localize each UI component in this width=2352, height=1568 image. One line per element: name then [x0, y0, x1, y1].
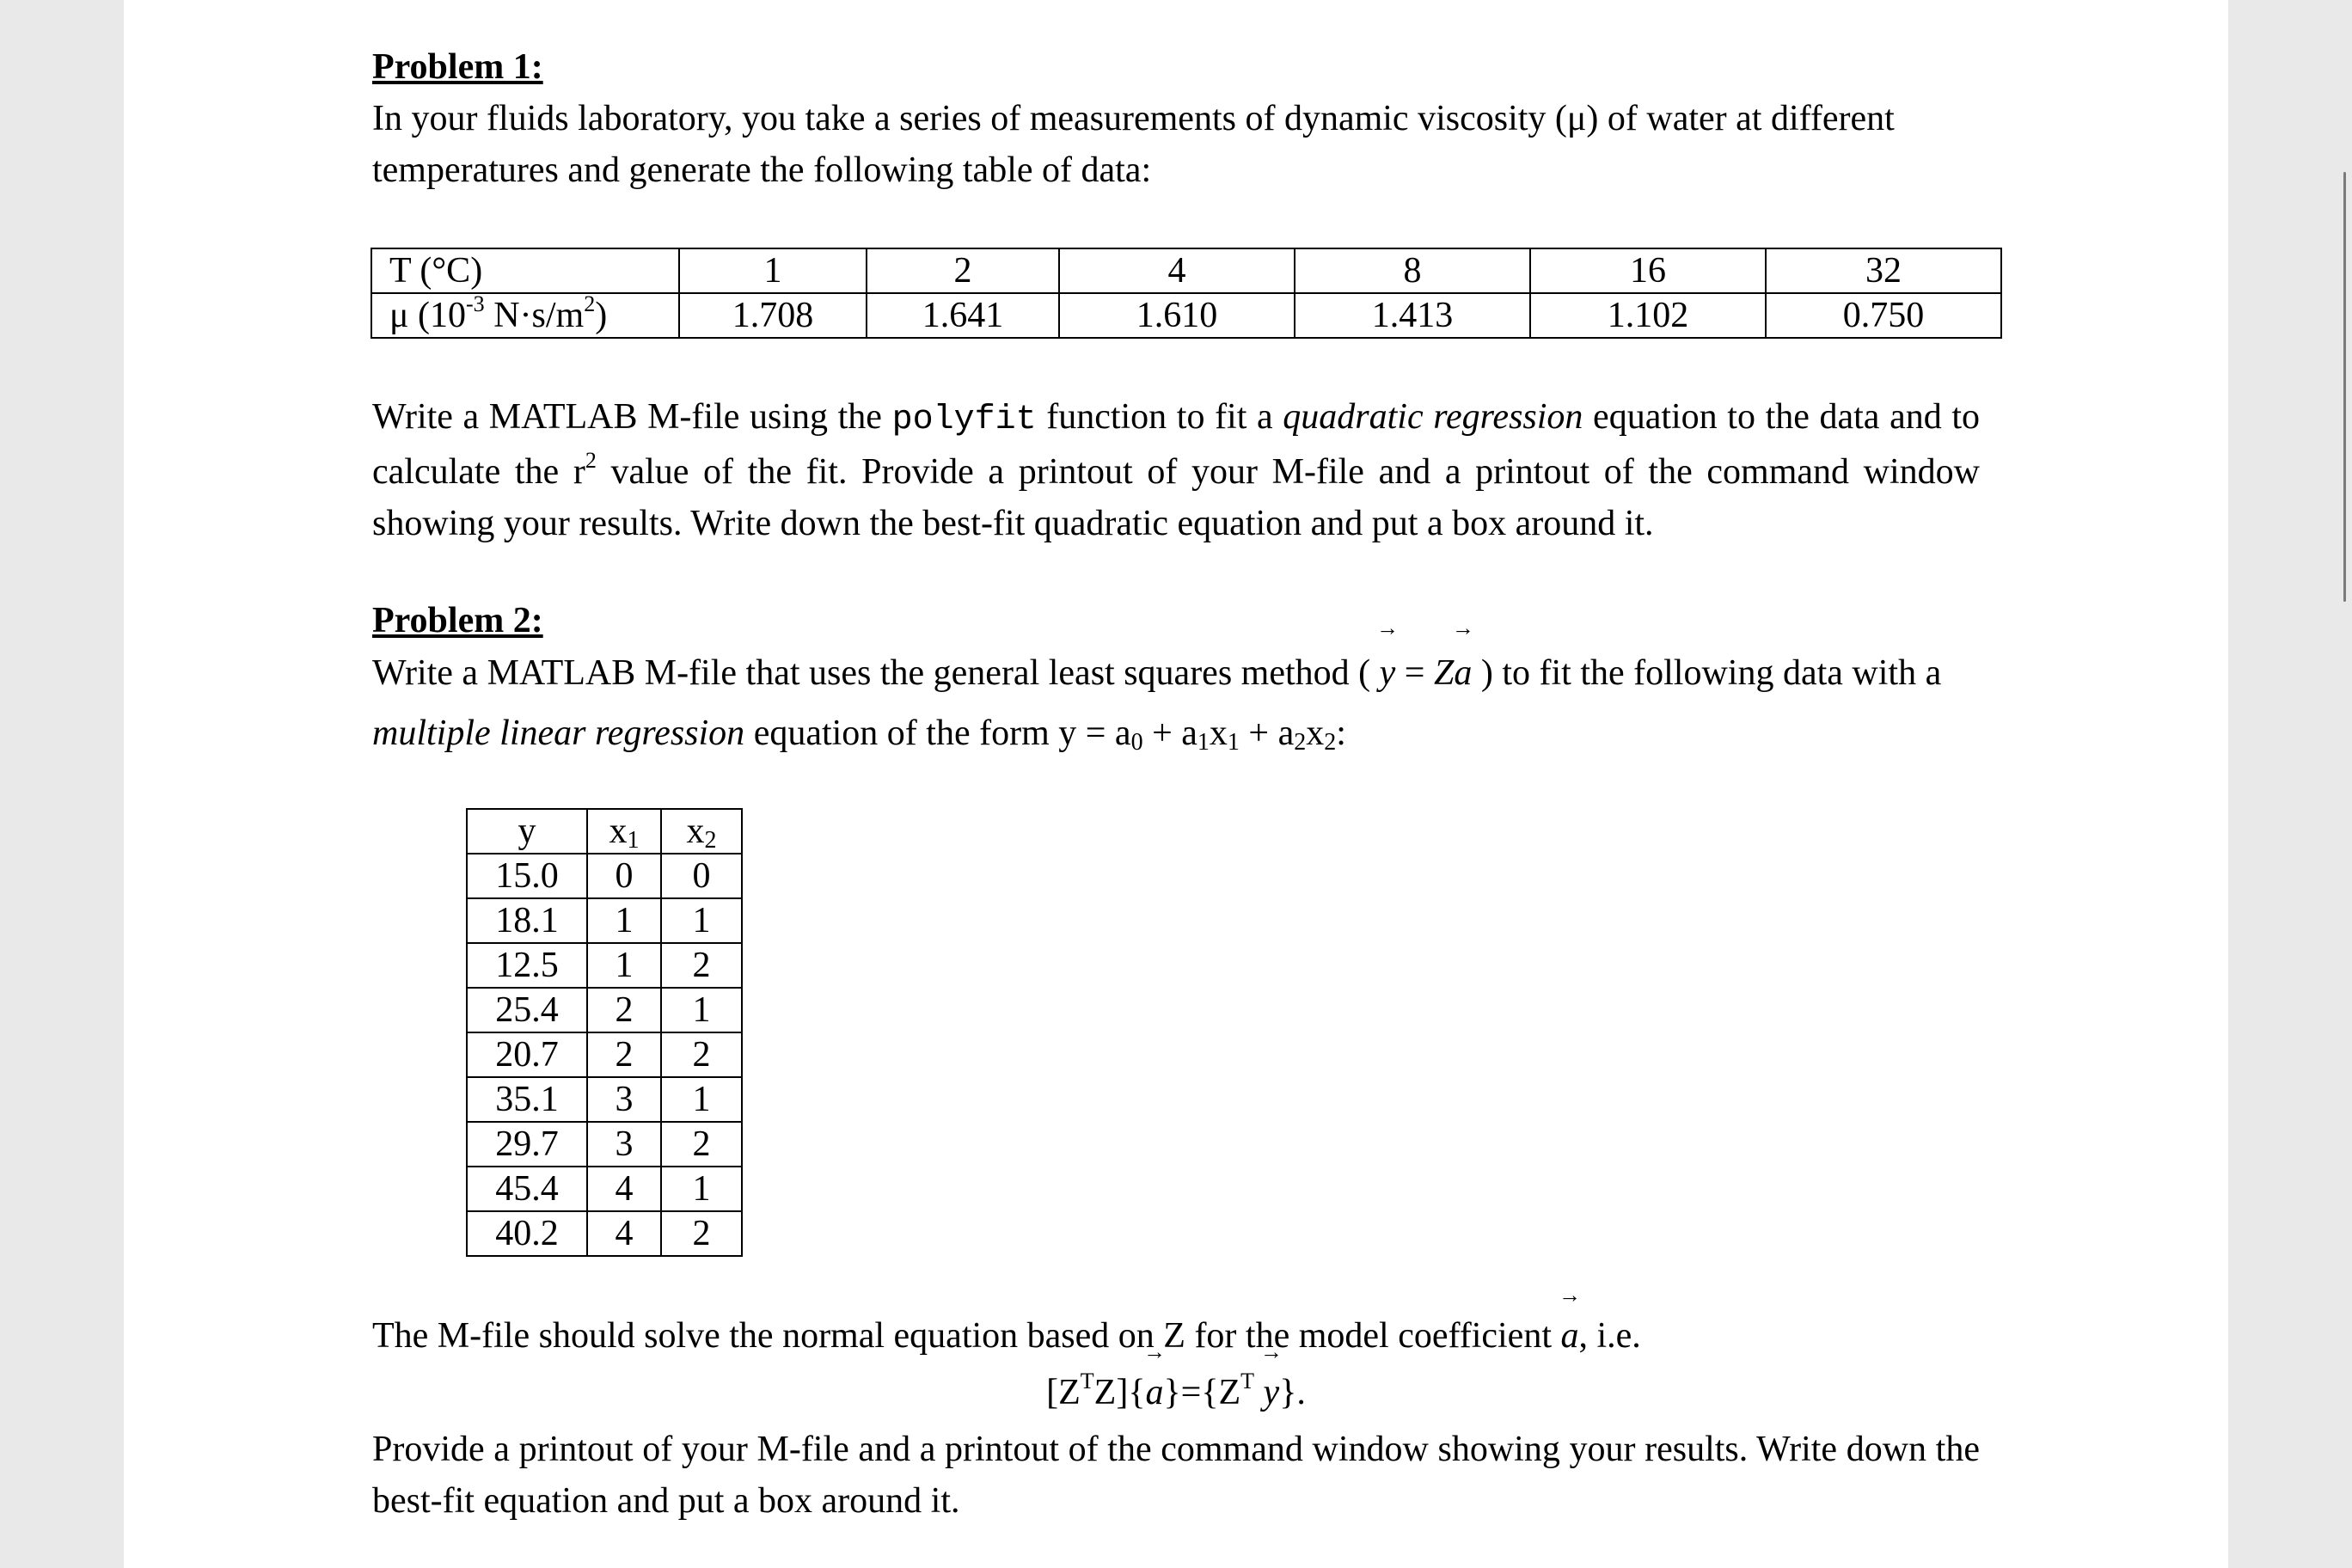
- normal-equation-intro: [372, 1310, 1980, 1362]
- superscript: 2: [585, 448, 597, 473]
- table-cell: 4: [1059, 248, 1295, 293]
- viscosity-label: [371, 293, 679, 338]
- table-row: [467, 943, 742, 988]
- table-row: [467, 988, 742, 1032]
- cell-x2: 2: [661, 1211, 742, 1256]
- cell-x1: 2: [587, 988, 661, 1032]
- table-row: [467, 1122, 742, 1167]
- cell-x1: 0: [587, 854, 661, 898]
- table-cell: 0.750: [1766, 293, 2001, 338]
- subscript: 1: [1197, 729, 1210, 756]
- table-row: [467, 1211, 742, 1256]
- subscript: 0: [1130, 729, 1143, 756]
- table-row: [371, 293, 2001, 338]
- italic-term: quadratic regression: [1283, 397, 1583, 437]
- table-cell: 1: [679, 248, 867, 293]
- eq-part: [Z: [1046, 1373, 1081, 1412]
- text-run: value of the fit. Provide a printout of your M-file and a printout of the command window showing your results. Write down the best-fit quadratic equation and put a box around it.: [372, 452, 1980, 543]
- table-row: [467, 898, 742, 943]
- cell-x2: 1: [661, 1167, 742, 1211]
- problem2-heading: Problem 2:: [372, 601, 543, 640]
- regression-data-table: [466, 808, 743, 1257]
- cell-x1: 1: [587, 943, 661, 988]
- cell-x2: 1: [661, 898, 742, 943]
- table-cell: 1.102: [1530, 293, 1766, 338]
- table-cell: 2: [867, 248, 1059, 293]
- label-part: μ (10: [389, 296, 467, 335]
- code-polyfit: polyfit: [891, 401, 1037, 439]
- vertical-scrollbar[interactable]: [2343, 172, 2346, 602]
- cell-y: 12.5: [467, 943, 587, 988]
- table-row: [467, 854, 742, 898]
- label-part: ): [595, 296, 608, 335]
- cell-y: 45.4: [467, 1167, 587, 1211]
- header-x: x: [686, 812, 705, 851]
- cell-x1: 1: [587, 898, 661, 943]
- subscript: 1: [627, 827, 640, 854]
- cell-x1: 2: [587, 1032, 661, 1077]
- cell-x2: 1: [661, 1077, 742, 1122]
- header-y: y: [467, 809, 587, 854]
- vector-a: a →: [1454, 643, 1472, 703]
- table-cell: 1.413: [1295, 293, 1530, 338]
- eq-part: }.: [1279, 1373, 1306, 1412]
- table-cell: 1.641: [867, 293, 1059, 338]
- vector-a: a →: [1561, 1310, 1579, 1362]
- cell-x1: 4: [587, 1211, 661, 1256]
- problem1-instructions: [372, 391, 1980, 549]
- text-run: equation of the form y = a: [744, 714, 1131, 753]
- vector-y: y →: [1264, 1367, 1280, 1418]
- table-header-row: [467, 809, 742, 854]
- vector-y: y →: [1380, 643, 1396, 703]
- problem2-final-instructions: Provide a printout of your M-file and a printout of the command window showing your results. Write down the best-fit equation and put a box around it.: [372, 1430, 1980, 1521]
- cell-x1: 3: [587, 1077, 661, 1122]
- problem2-intro: [372, 643, 1980, 763]
- text-run: equation to the data and to calculate the r: [372, 397, 1980, 492]
- text-run: Write a MATLAB M-file that uses the general least squares method (: [372, 653, 1371, 693]
- label-exponent: -3: [466, 291, 485, 316]
- text-run: ) to fit the following data with a: [1480, 653, 1942, 693]
- cell-x2: 2: [661, 1122, 742, 1167]
- cell-y: 40.2: [467, 1211, 587, 1256]
- table-cell: 8: [1295, 248, 1530, 293]
- italic-term: multiple linear regression: [372, 714, 745, 753]
- cell-x1: 3: [587, 1122, 661, 1167]
- viscosity-table: [371, 248, 2002, 339]
- cell-y: 29.7: [467, 1122, 587, 1167]
- matrix-z: Z: [1433, 653, 1455, 693]
- vector-a: a →: [1145, 1367, 1163, 1418]
- text-run: x: [1306, 714, 1325, 753]
- text-run: function to fit a: [1036, 397, 1283, 437]
- cell-y: 20.7: [467, 1032, 587, 1077]
- text-run: x: [1209, 714, 1228, 753]
- header-x2: [661, 809, 742, 854]
- text-run: =: [1395, 653, 1434, 693]
- subscript: 2: [1324, 729, 1337, 756]
- table-cell: 16: [1530, 248, 1766, 293]
- problem1-heading: Problem 1:: [372, 47, 543, 87]
- eq-part: Z]{: [1093, 1373, 1146, 1412]
- cell-y: 15.0: [467, 854, 587, 898]
- text-run: + a: [1142, 714, 1197, 753]
- text-run: , i.e.: [1578, 1316, 1641, 1356]
- text-run: The M-file should solve the normal equation based on Z for the model coefficient: [372, 1316, 1561, 1356]
- table-row: [467, 1077, 742, 1122]
- subscript: 2: [1294, 729, 1307, 756]
- cell-x2: 2: [661, 1032, 742, 1077]
- cell-x2: 2: [661, 943, 742, 988]
- transpose-mark: T: [1240, 1369, 1255, 1393]
- table-row: [371, 248, 2001, 293]
- label-exponent: 2: [584, 291, 596, 316]
- normal-equation: [372, 1367, 1980, 1418]
- header-x1: [587, 809, 661, 854]
- subscript: 2: [704, 827, 717, 854]
- table-row: [467, 1167, 742, 1211]
- eq-part: [1254, 1373, 1264, 1412]
- header-x: x: [609, 812, 628, 851]
- label-part: N·s/m: [484, 296, 585, 335]
- cell-y: 18.1: [467, 898, 587, 943]
- text-run: + a: [1239, 714, 1295, 753]
- table-cell: 1.610: [1059, 293, 1295, 338]
- eq-part: }={Z: [1163, 1373, 1241, 1412]
- subscript: 1: [1227, 729, 1240, 756]
- cell-y: 35.1: [467, 1077, 587, 1122]
- cell-x1: 4: [587, 1167, 661, 1211]
- cell-x2: 0: [661, 854, 742, 898]
- cell-y: 25.4: [467, 988, 587, 1032]
- cell-x2: 1: [661, 988, 742, 1032]
- problem1-intro: In your fluids laboratory, you take a series of measurements of dynamic viscosity (μ) of water at different temperatures and generate the following table of data:: [372, 99, 1895, 190]
- text-run: Write a MATLAB M-file using the: [372, 397, 892, 437]
- temperature-label: T (°C): [371, 248, 679, 293]
- text-run: :: [1336, 714, 1346, 753]
- table-cell: 1.708: [679, 293, 867, 338]
- table-cell: 32: [1766, 248, 2001, 293]
- transpose-mark: T: [1080, 1369, 1094, 1393]
- table-row: [467, 1032, 742, 1077]
